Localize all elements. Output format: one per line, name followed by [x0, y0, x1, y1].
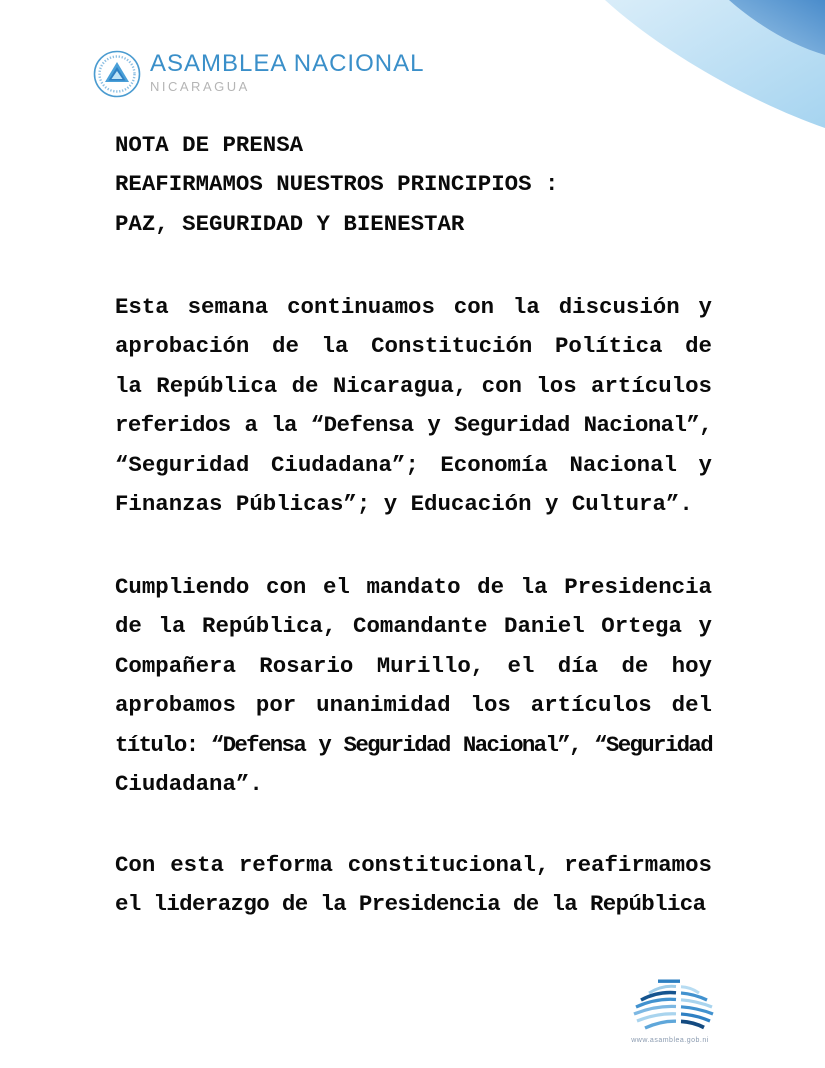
heading-line: REAFIRMAMOS NUESTROS PRINCIPIOS :: [115, 171, 559, 198]
body-line: la República de Nicaragua, con los artículos: [115, 372, 712, 399]
heading-line: PAZ, SEGURIDAD Y BIENESTAR: [115, 210, 465, 237]
body-line: Cumpliendo con el mandato de la Presidencia: [115, 574, 712, 600]
body-line: aprobación de la Constitución Política de: [115, 333, 712, 360]
body-line: Ciudadana”.: [115, 770, 263, 797]
paragraph-3: [115, 846, 712, 925]
paragraph-2: [115, 568, 712, 804]
body-line: título: “Defensa y Seguridad Nacional”, “Seguridad: [115, 731, 712, 758]
document-heading: [115, 126, 712, 244]
body-line: el liderazgo de la Presidencia de la República: [115, 891, 706, 918]
body-line: de la República, Comandante Daniel Ortega y: [115, 613, 712, 640]
header-brand: [92, 46, 424, 100]
body-line: Con esta reforma constitucional, reafirmamos: [115, 852, 712, 878]
footer-website-url: www.asamblea.gob.ni: [631, 1037, 709, 1044]
assembly-globe-logo-icon: [626, 977, 714, 1037]
corner-swoosh-graphic: [595, 0, 825, 135]
brand-title: ASAMBLEA NACIONAL: [150, 50, 425, 77]
body-line: Compañera Rosario Murillo, el día de hoy: [115, 652, 712, 679]
body-line: aprobamos por unanimidad los artículos del: [115, 692, 712, 719]
paragraph-1: [115, 288, 712, 524]
body-line: referidos a la “Defensa y Seguridad Nacional”,: [115, 412, 712, 439]
body-line: Finanzas Públicas”; y Educación y Cultura”.: [115, 490, 693, 517]
heading-line: NOTA DE PRENSA: [115, 132, 304, 158]
national-seal-icon: [92, 48, 142, 100]
brand-subtitle: NICARAGUA: [150, 79, 250, 94]
body-line: “Seguridad Ciudadana”; Economía Nacional y: [115, 451, 712, 478]
body-line: Esta semana continuamos con la discusión y: [115, 294, 712, 320]
